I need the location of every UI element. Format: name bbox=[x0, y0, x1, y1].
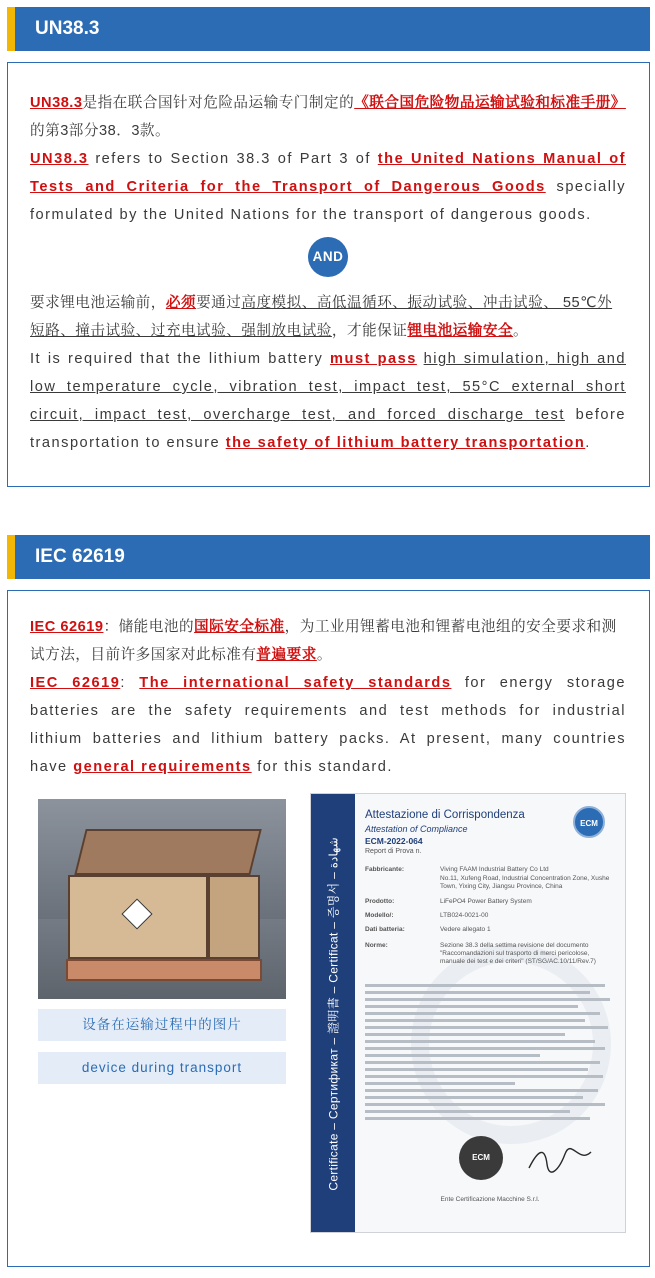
value: LTB024-0021-00 bbox=[440, 912, 489, 919]
un-manual-link-en[interactable]: the United Nations Manual of Tests and Criteria for the Transport of Dangerous Goods bbox=[30, 151, 626, 195]
text-line bbox=[365, 1033, 565, 1036]
value: Sezione 38.3 della settima revisione del documento "Raccomandazioni sul trasporto di merci pericolose, manuale dei test e dei criteri" (ST/SG/AC.10/11/Rev.7) bbox=[440, 942, 596, 965]
certificate-band-text: Certificate – Сертификат – 證明書 – Certificat – 증명서 – شهادة bbox=[326, 837, 341, 1191]
certificate-subtitle: Attestation of Compliance bbox=[365, 824, 468, 834]
certificate-report-label: Report di Prova n. bbox=[365, 848, 422, 855]
label: Norme: bbox=[365, 942, 388, 949]
cert-row-data bbox=[365, 926, 491, 934]
text bbox=[417, 351, 424, 367]
un383-content-box bbox=[7, 62, 650, 487]
text-line bbox=[365, 1082, 515, 1085]
signature-icon bbox=[525, 1144, 595, 1174]
section-title: IEC 62619 bbox=[35, 546, 125, 567]
text-line bbox=[365, 1047, 605, 1050]
intl-safety-standard-cn: 国际安全标准 bbox=[194, 619, 285, 635]
text: 。 bbox=[513, 323, 529, 339]
crate-side bbox=[208, 875, 260, 959]
label: Fabbricante: bbox=[365, 866, 405, 873]
text-line bbox=[365, 1068, 588, 1071]
text-line bbox=[365, 1040, 595, 1043]
crate-top bbox=[74, 829, 261, 875]
text: 是指在联合国针对危险品运输专门制定的 bbox=[82, 95, 355, 111]
cert-row-norm bbox=[365, 942, 596, 965]
section-header-un383 bbox=[7, 7, 650, 51]
transport-safety-en: the safety of lithium battery transportation bbox=[225, 435, 586, 451]
certificate-image bbox=[310, 793, 626, 1233]
text: ，为工业用锂蓄电池和锂蓄电池组的安全要求和测试方法，目前许多国家对此标准有 bbox=[30, 619, 617, 663]
ecm-logo-icon: ECM bbox=[573, 806, 605, 838]
value: LiFePO4 Power Battery System bbox=[440, 898, 532, 905]
text-line bbox=[365, 1096, 583, 1099]
text: refers to Section 38.3 of Part 3 of bbox=[88, 151, 378, 167]
text: 要求锂电池运输前， bbox=[30, 295, 166, 311]
general-requirements-cn: 普遍要求 bbox=[256, 647, 317, 663]
cert-row-address: No.11, Xufeng Road, Industrial Concentration Zone, Xushe Town, Yixing City, Jiangsu Province, China bbox=[440, 875, 610, 890]
un383-link[interactable]: UN38.3 bbox=[30, 95, 83, 111]
text-line bbox=[365, 1054, 540, 1057]
iec62619-link-en[interactable]: IEC 62619 bbox=[30, 675, 121, 691]
text: ：储能电池的 bbox=[103, 619, 195, 635]
crate-photo bbox=[38, 799, 286, 999]
text-line bbox=[365, 1005, 578, 1008]
text-line bbox=[365, 998, 610, 1001]
requirement-en-paragraph bbox=[30, 345, 626, 457]
text: specially formulated by the United Nations for the transport of dangerous goods. bbox=[30, 179, 626, 223]
iec-cn-paragraph bbox=[30, 613, 626, 669]
text-line bbox=[365, 1061, 600, 1064]
label: Modello/: bbox=[365, 912, 394, 919]
cert-row-model bbox=[365, 912, 489, 920]
text: : bbox=[120, 675, 140, 691]
text: 要通过 bbox=[196, 295, 242, 311]
must-pass-en: must pass bbox=[330, 351, 417, 367]
text-line bbox=[365, 1019, 585, 1022]
text-line bbox=[365, 1075, 603, 1078]
text-line bbox=[365, 1117, 590, 1120]
un383-en-paragraph bbox=[30, 145, 626, 229]
pallet bbox=[66, 959, 262, 981]
text: . bbox=[585, 435, 591, 451]
iec62619-content-box bbox=[7, 590, 650, 1267]
iec-en-paragraph bbox=[30, 669, 626, 781]
test-list-en: high simulation, high and low temperature cycle, vibration test, impact test, 55°C external short circuit, impact test, overcharge test, and forced discharge test bbox=[30, 351, 627, 423]
must-pass-cn: 必须 bbox=[165, 295, 197, 311]
label: Dati batteria: bbox=[365, 926, 405, 933]
ecm-seal-icon: ECM bbox=[459, 1136, 503, 1180]
text: It is required that the lithium battery bbox=[30, 351, 331, 367]
and-badge: AND bbox=[308, 237, 348, 277]
transport-safety-cn: 锂电池运输安全 bbox=[407, 323, 514, 339]
photo-caption-en: device during transport bbox=[38, 1052, 286, 1084]
text: for this standard. bbox=[251, 759, 393, 775]
text: 的第3部分38．3款。 bbox=[30, 123, 171, 139]
intl-safety-standard-en: The international safety standards bbox=[139, 675, 452, 691]
certificate-title: Attestazione di Corrispondenza bbox=[365, 809, 525, 821]
requirement-cn-paragraph bbox=[30, 289, 626, 345]
value: Vedere allegato 1 bbox=[440, 926, 491, 933]
text: ，才能保证 bbox=[331, 323, 408, 339]
text-line bbox=[365, 1026, 608, 1029]
label: Prodotto: bbox=[365, 898, 395, 905]
text: 。 bbox=[316, 647, 332, 663]
certificate-body-text bbox=[365, 984, 615, 1124]
text-line bbox=[365, 1110, 570, 1113]
text: for energy storage batteries are the safety requirements and test methods for industrial lithium batteries and lithium battery packs. At present, many countries have bbox=[30, 675, 627, 775]
un383-link-en[interactable]: UN38.3 bbox=[30, 151, 89, 167]
text: before transportation to ensure bbox=[30, 407, 627, 451]
iec62619-link-cn[interactable]: IEC 62619 bbox=[30, 619, 104, 635]
section-title: UN38.3 bbox=[35, 18, 100, 39]
section-header-iec62619 bbox=[7, 535, 650, 579]
value: Viving FAAM Industrial Battery Co Ltd bbox=[440, 866, 549, 873]
text-line bbox=[365, 1012, 600, 1015]
cert-row-product bbox=[365, 898, 532, 906]
text-line bbox=[365, 1103, 605, 1106]
un-manual-link-cn[interactable]: 《联合国危险物品运输试验和标准手册》 bbox=[354, 95, 626, 111]
general-requirements-en: general requirements bbox=[73, 759, 252, 775]
text-line bbox=[365, 984, 605, 987]
un383-cn-paragraph bbox=[30, 89, 626, 145]
cert-row-manufacturer bbox=[365, 866, 549, 874]
text-line bbox=[365, 991, 590, 994]
text-line bbox=[365, 1089, 598, 1092]
certificate-issuer: Ente Certificazione Macchine S.r.l. bbox=[440, 1196, 540, 1203]
certificate-number: ECM-2022-064 bbox=[365, 836, 423, 846]
test-list-cn: 高度模拟、高低温循环、振动试验、冲击试验、 55℃外短路、撞击试验、过充电试验、强制放电试验 bbox=[30, 295, 613, 339]
photo-caption-cn: 设备在运输过程中的图片 bbox=[38, 1009, 286, 1041]
